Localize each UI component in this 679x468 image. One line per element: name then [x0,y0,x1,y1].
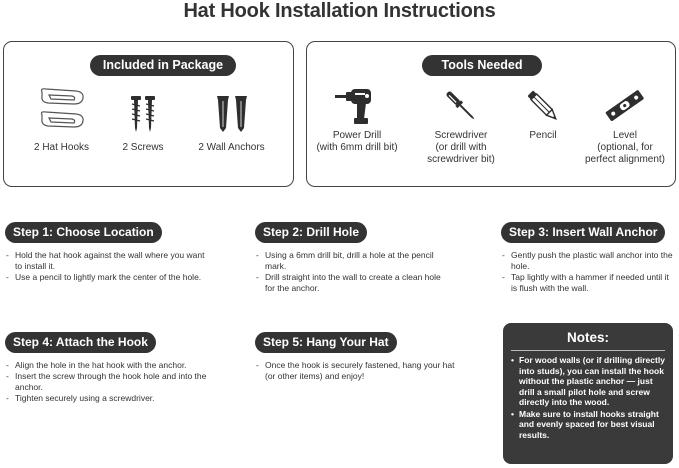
tool-label-line2: (optional, for [597,142,653,153]
tool-label-line3: screwdriver bit) [427,154,495,165]
tool-power-drill [307,86,407,154]
package-item-wall-anchors [184,94,279,154]
wall-anchor-icon [213,94,251,134]
notes-heading: Notes: [566,330,609,345]
notes-divider [511,350,665,351]
tool-label-line1: Pencil [529,130,557,141]
step-3 [501,222,677,294]
step-bullet: - Once the hook is securely fastened, hang your hat (or other items) and enjoy! [255,360,455,382]
step-title: Step 5: Hang Your Hat [255,332,397,353]
package-item-label: 2 Screws [122,142,164,153]
tool-pencil [513,86,573,142]
tool-label-line2: (or drill with [435,142,487,153]
step-bullet: - Gently push the plastic wall anchor into the hole. [501,250,677,272]
step-title: Step 1: Choose Location [5,222,162,243]
note-item: • For wood walls (or if drilling directly into studs), you can install the hook without the plastic anchor — just drill a small pilot hole and screw directly into the wood. [511,355,666,408]
step-5 [255,332,455,382]
screwdriver-icon [441,86,481,126]
package-item-hat-hooks [14,86,109,154]
step-bullet: - Tighten securely using a screwdriver. [5,393,215,404]
step-2 [255,222,450,294]
tool-label-line2: (with 6mm drill bit) [316,142,398,153]
package-item-label: 2 Hat Hooks [33,142,90,153]
package-item-screws [108,94,178,154]
note-item: • Make sure to install hooks straight and evenly spaced for best visual results. [511,409,666,441]
level-icon [603,86,647,126]
tools-needed-panel [306,41,676,187]
step-bullet: - Use a pencil to lightly mark the center of the hole. [5,272,213,283]
hat-hook-icon [36,86,88,136]
package-heading: Included in Package [90,55,236,76]
step-4 [5,332,215,404]
step-bullet: - Tap lightly with a hammer if needed until it is flush with the wall. [501,272,677,294]
included-in-package-panel [3,41,294,187]
package-item-label: 2 Wall Anchors [198,142,265,153]
screw-icon [126,94,160,134]
tools-heading: Tools Needed [422,55,542,76]
power-drill-icon [333,86,381,126]
tool-label-line3: perfect alignment) [584,154,666,165]
tool-label-line1: Screwdriver [434,130,488,141]
pencil-icon [523,86,563,126]
step-title: Step 4: Attach the Hook [5,332,156,353]
step-title: Step 2: Drill Hole [255,222,367,243]
step-bullet: - Insert the screw through the hook hole and into the anchor. [5,371,215,393]
step-bullet: - Hold the hat hook against the wall where you want to install it. [5,250,213,272]
tool-label-line1: Power Drill [332,130,382,141]
step-bullet: - Drill straight into the wall to create a clean hole for the anchor. [255,272,450,294]
tool-level [575,86,675,166]
step-bullet: - Align the hole in the hat hook with the anchor. [5,360,215,371]
step-bullet: - Using a 6mm drill bit, drill a hole at the pencil mark. [255,250,450,272]
page-title: Hat Hook Installation Instructions [183,0,496,22]
step-title: Step 3: Insert Wall Anchor [501,222,665,243]
notes-box [503,323,673,464]
step-1 [5,222,213,283]
tool-label-line1: Level [613,130,637,141]
tool-screwdriver [417,86,505,166]
